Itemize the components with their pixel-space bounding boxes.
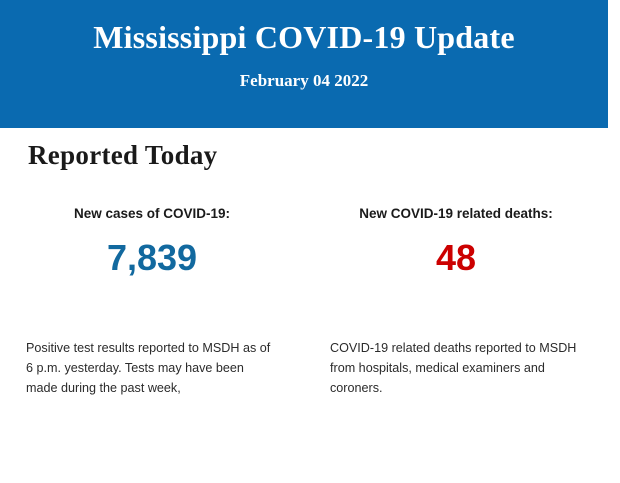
header-banner	[0, 0, 608, 128]
stat-card-new-cases	[0, 205, 304, 399]
report-date: February 04 2022	[239, 71, 369, 91]
stat-value-new-cases: 7,839	[106, 236, 198, 278]
stat-label-new-cases: New cases of COVID-19:	[73, 206, 231, 221]
stat-note-new-cases: Positive test results reported to MSDH as of 6 p.m. yesterday. Tests may have been made during the past week,	[26, 340, 271, 396]
stat-label-new-deaths: New COVID-19 related deaths:	[359, 206, 553, 221]
stat-card-new-deaths	[304, 205, 608, 399]
stat-note-new-deaths: COVID-19 related deaths reported to MSDH from hospitals, medical examiners and coroners.	[330, 340, 577, 396]
stat-value-new-deaths: 48	[435, 236, 477, 278]
page-title: Mississippi COVID-19 Update	[93, 19, 515, 55]
stats-row	[0, 205, 608, 399]
section-heading: Reported Today	[28, 140, 218, 170]
